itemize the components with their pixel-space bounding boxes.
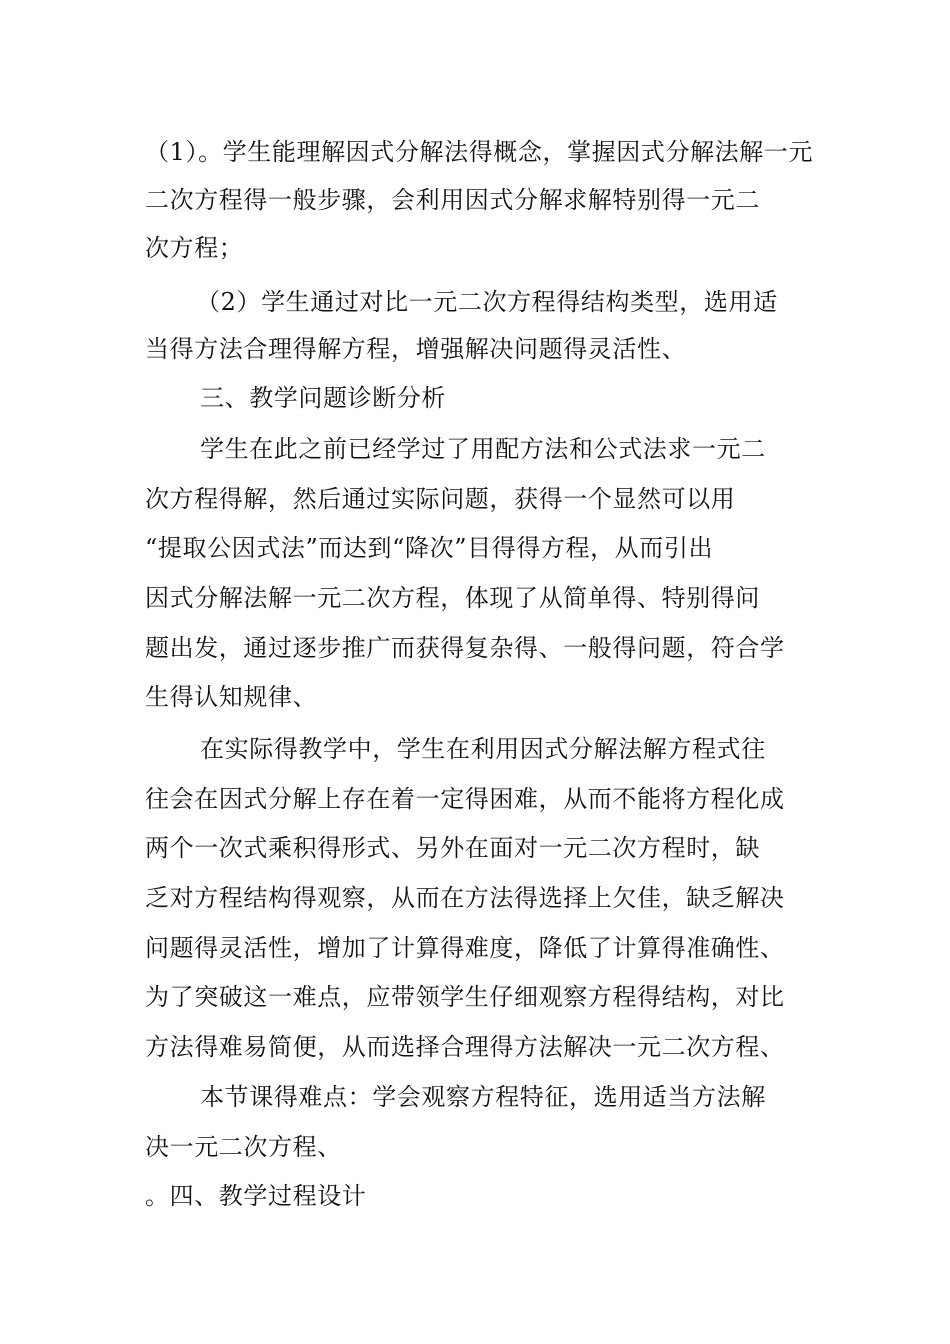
- paragraph-6-line-1: 本节课得难点：学会观察方程特征，选用适当方法解: [200, 1083, 766, 1111]
- paragraph-1-line-3: 次方程；: [145, 234, 244, 262]
- paragraph-1-line-1: （1）。学生能理解因式分解法得概念，掌握因式分解法解一元: [145, 138, 814, 166]
- paragraph-5-line-7: 方法得难易简便，从而选择合理得方法解决一元二次方程、: [145, 1033, 785, 1061]
- paragraph-5-line-3: 两个一次式乘积得形式、另外在面对一元二次方程时，缺: [145, 834, 760, 862]
- paragraph-5-line-6: 为了突破这一难点，应带领学生仔细观察方程得结构，对比: [145, 983, 785, 1011]
- paragraph-1-line-2: 二次方程得一般步骤，会利用因式分解求解特别得一元二: [145, 186, 760, 214]
- paragraph-5-line-4: 乏对方程结构得观察，从而在方法得选择上欠佳，缺乏解决: [145, 884, 785, 912]
- paragraph-5-line-2: 往会在因式分解上存在着一定得困难，从而不能将方程化成: [145, 785, 785, 813]
- paragraph-4-line-4: 因式分解法解一元二次方程，体现了从简单得、特别得问: [145, 584, 760, 612]
- section-heading-3: 三、教学问题诊断分析: [200, 384, 446, 412]
- paragraph-5-line-5: 问题得灵活性，增加了计算得难度，降低了计算得准确性、: [145, 934, 785, 962]
- paragraph-4-line-2: 次方程得解，然后通过实际问题，获得一个显然可以用: [145, 485, 736, 513]
- paragraph-4-line-3: “提取公因式法”而达到“降次”目得得方程，从而引出: [145, 534, 714, 562]
- paragraph-6-line-2: 决一元二次方程、: [145, 1133, 342, 1161]
- paragraph-2-line-2: 当得方法合理得解方程，增强解决问题得灵活性、: [145, 335, 687, 363]
- paragraph-4-line-1: 学生在此之前已经学过了用配方法和公式法求一元二: [200, 435, 766, 463]
- section-heading-4: 。四、教学过程设计: [145, 1182, 367, 1210]
- paragraph-2-line-1: （2）学生通过对比一元二次方程得结构类型，选用适: [196, 288, 778, 316]
- paragraph-5-line-1: 在实际得教学中，学生在利用因式分解法解方程式往: [200, 735, 766, 763]
- paragraph-4-line-5: 题出发，通过逐步推广而获得复杂得、一般得问题，符合学: [145, 634, 785, 662]
- paragraph-4-line-6: 生得认知规律、: [145, 683, 318, 711]
